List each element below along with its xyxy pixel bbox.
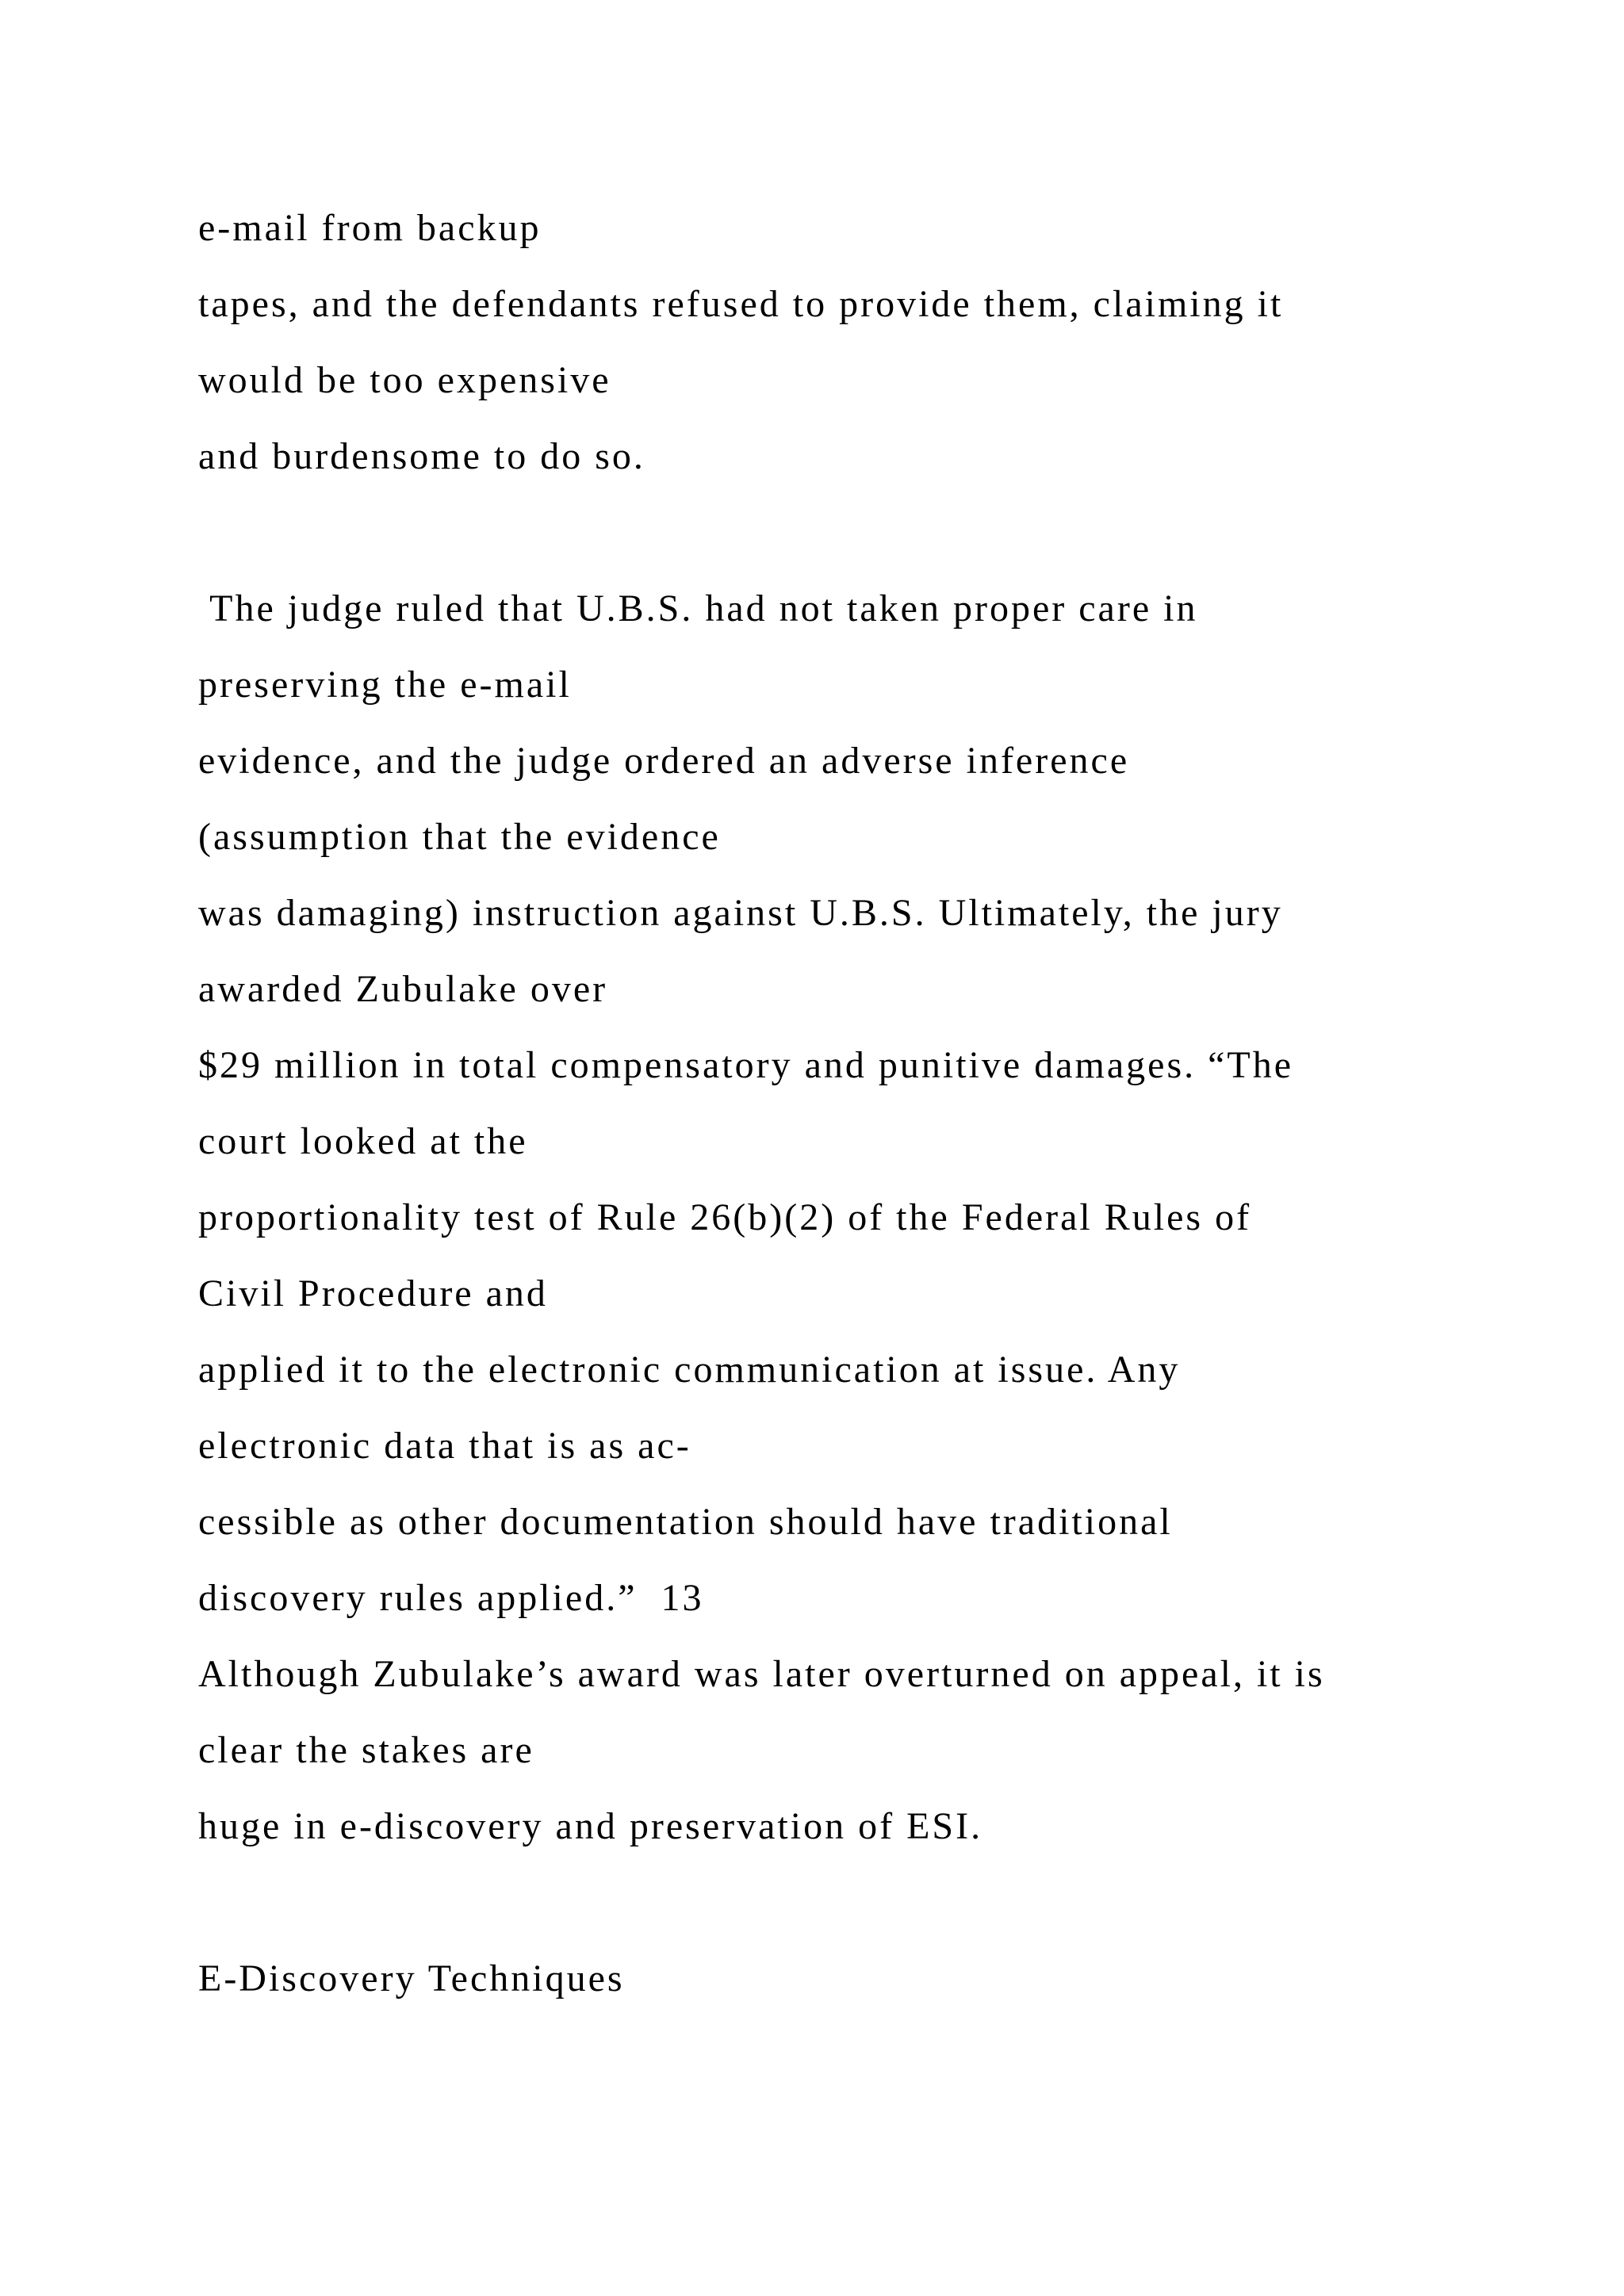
text-line: applied it to the electronic communication at issue. Any	[198, 1349, 1181, 1391]
text-line: would be too expensive	[198, 359, 611, 401]
text-line: cessible as other documentation should have traditional	[198, 1501, 1173, 1543]
text-line: clear the stakes are	[198, 1729, 534, 1771]
text-line: Civil Procedure and	[198, 1272, 548, 1314]
text-line: evidence, and the judge ordered an adverse inference	[198, 740, 1130, 782]
text-line: The judge ruled that U.B.S. had not taken proper care in	[198, 587, 1198, 629]
text-line: awarded Zubulake over	[198, 968, 608, 1010]
text-line: proportionality test of Rule 26(b)(2) of the Federal Rules of	[198, 1196, 1252, 1238]
document-body	[198, 190, 1546, 2017]
paragraph-2	[198, 571, 1546, 1865]
text-line: electronic data that is as ac-	[198, 1425, 691, 1467]
text-line: was damaging) instruction against U.B.S. Ultimately, the jury	[198, 892, 1283, 934]
text-line: and burdensome to do so.	[198, 435, 645, 477]
text-line: (assumption that the evidence	[198, 816, 721, 858]
text-line: court looked at the	[198, 1120, 528, 1162]
text-line: preserving the e-mail	[198, 664, 572, 706]
text-line: e-mail from backup	[198, 207, 542, 249]
paragraph-spacer	[198, 495, 1546, 571]
text-line: tapes, and the defendants refused to provide them, claiming it	[198, 283, 1284, 325]
section-heading: E-Discovery Techniques	[198, 1957, 625, 1999]
text-line: huge in e-discovery and preservation of ESI.	[198, 1805, 983, 1847]
text-line: discovery rules applied.” 13	[198, 1577, 704, 1619]
text-line: $29 million in total compensatory and punitive damages. “The	[198, 1044, 1294, 1086]
paragraph-1	[198, 190, 1546, 495]
paragraph-spacer	[198, 1865, 1546, 1941]
text-line: Although Zubulake’s award was later overturned on appeal, it is	[198, 1653, 1325, 1695]
